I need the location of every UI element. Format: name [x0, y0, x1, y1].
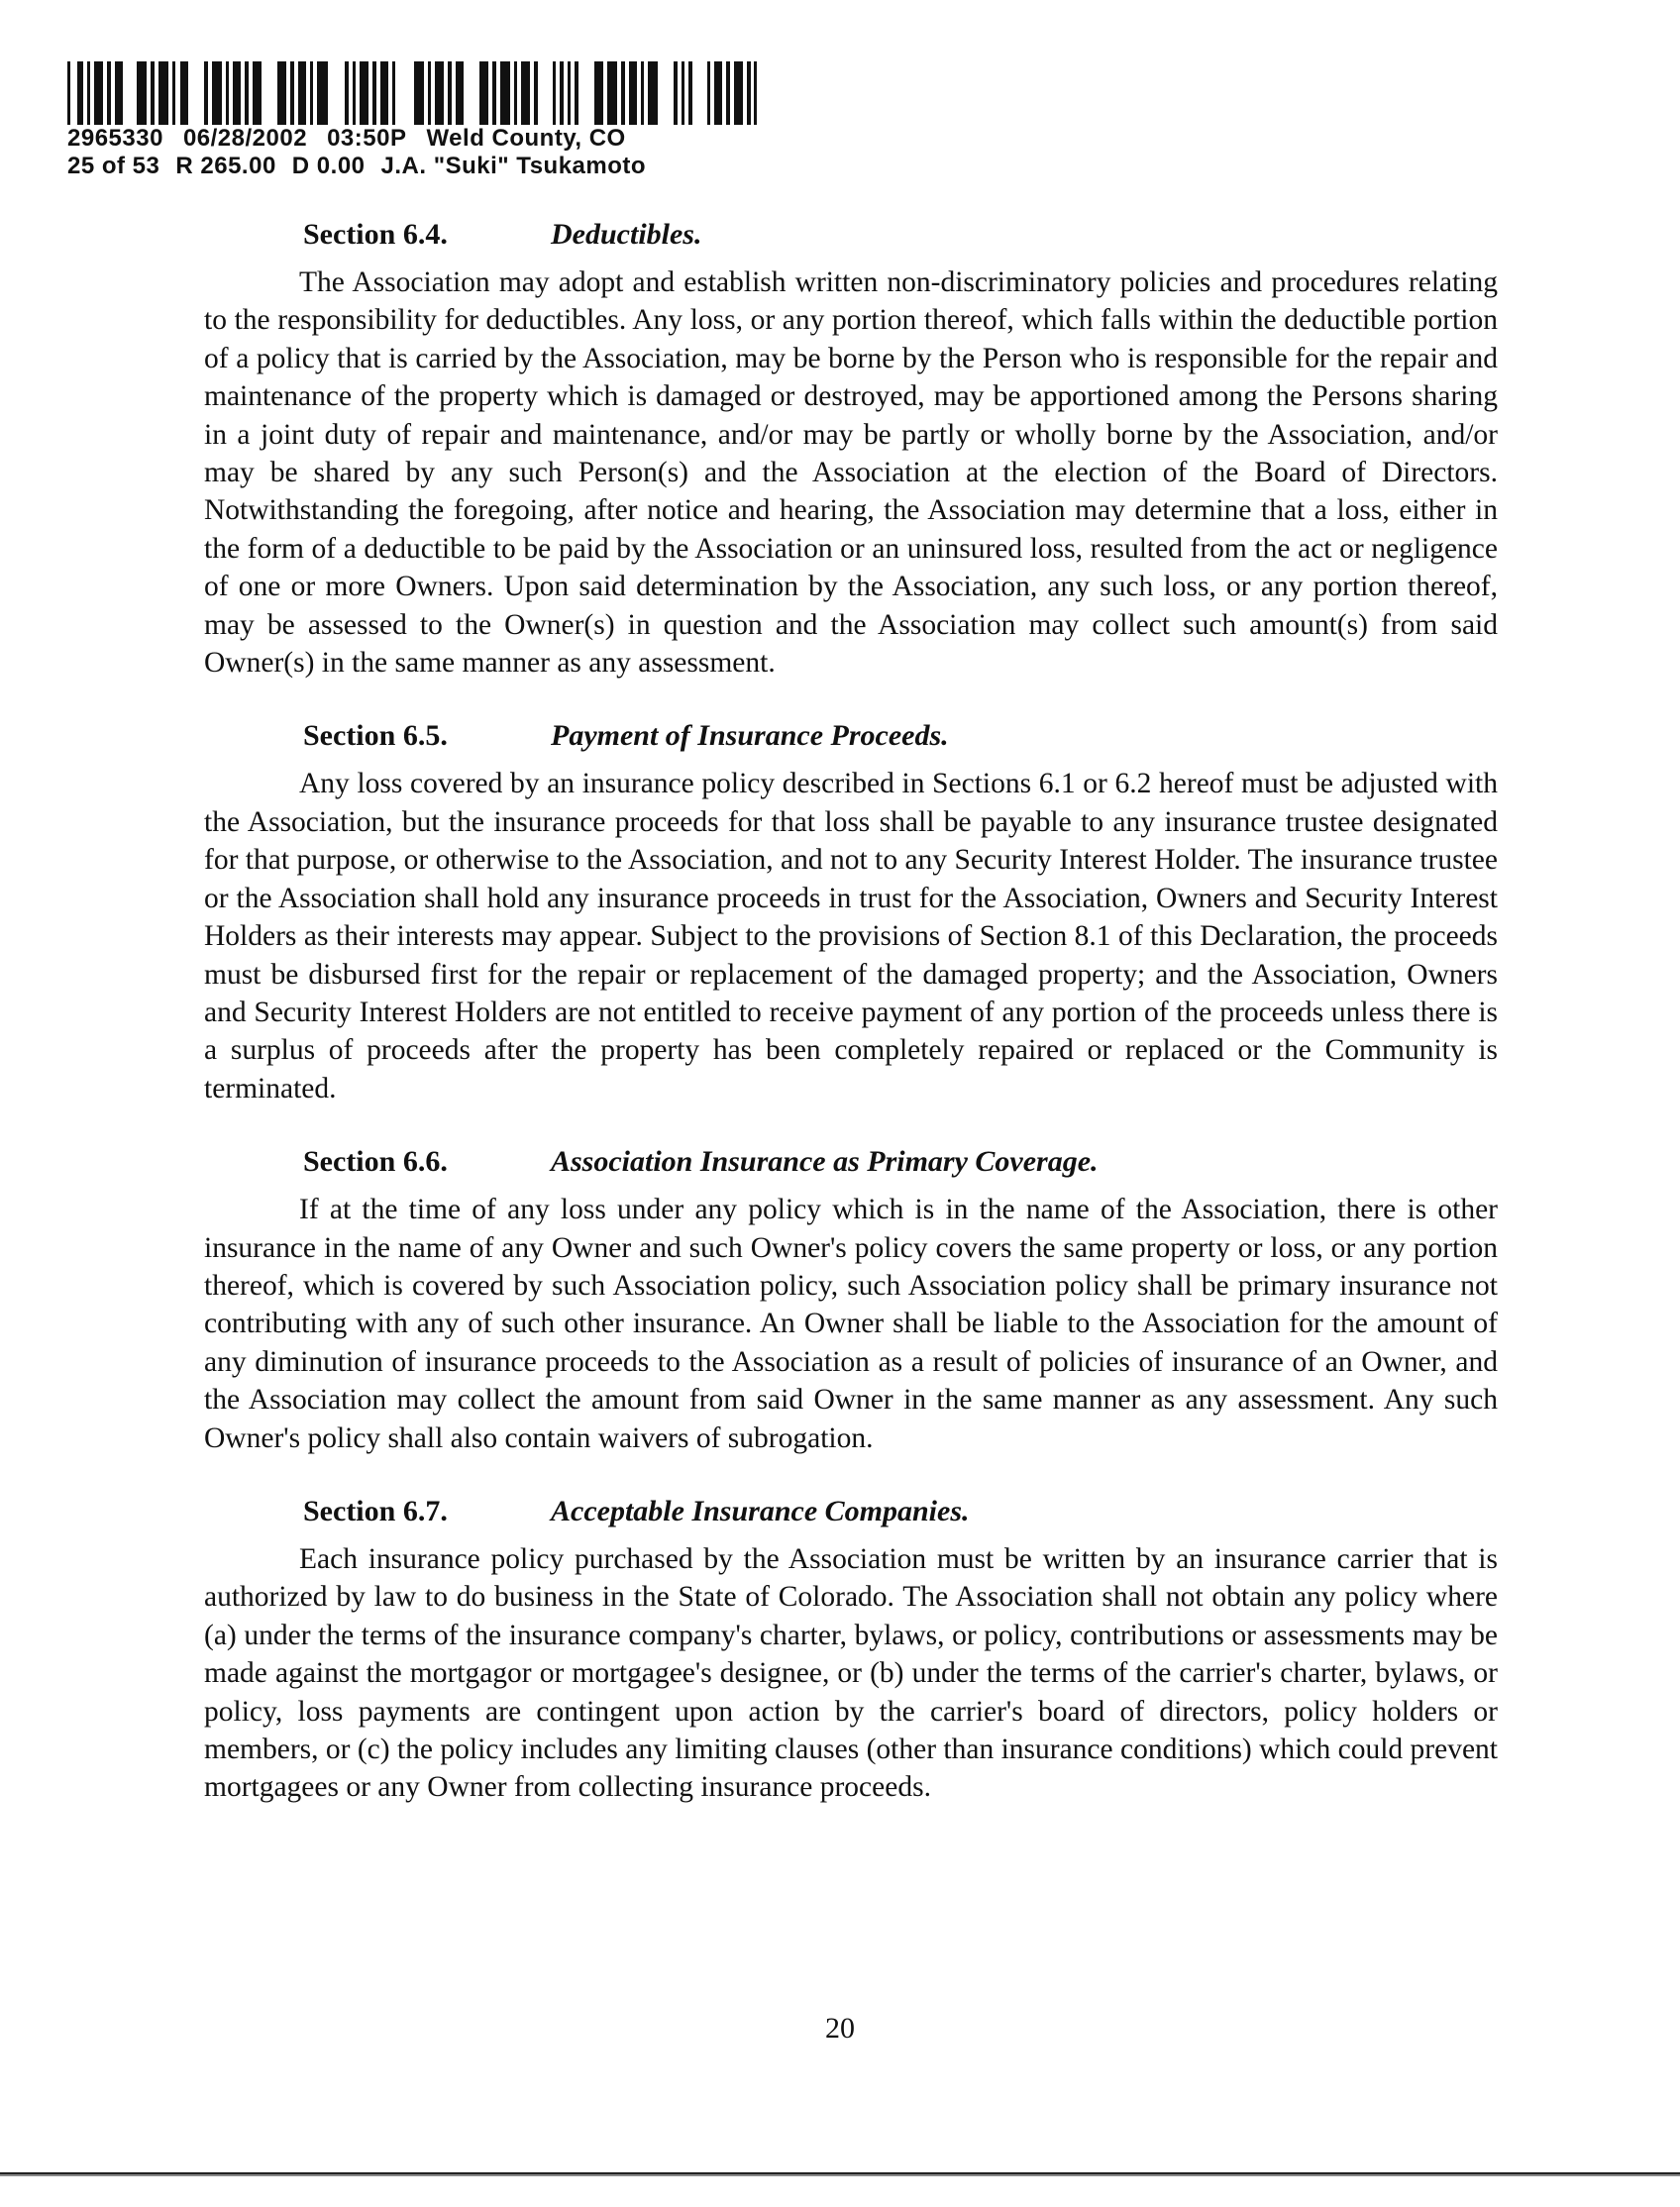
section-number: Section 6.6. — [303, 1145, 448, 1179]
document-body — [204, 216, 1498, 1842]
section-title: Deductibles. — [551, 218, 702, 251]
page-count: 25 of 53 — [67, 153, 160, 179]
recording-stamp — [67, 125, 646, 180]
recording-line-2 — [67, 153, 646, 180]
recording-fee: R 265.00 — [175, 153, 276, 179]
section-6-4 — [204, 216, 1498, 682]
section-paragraph: The Association may adopt and establish written non-discriminatory policies and procedures relating to the responsibility for deductibles. Any loss, or any portion thereof, which falls within the deductible portion of a policy that is carried by the Association, may be borne by the Person who is responsible for the repair and maintenance of the property which is damaged or destroyed, may be apportioned among the Persons sharing in a joint duty of repair and maintenance, and/or may be partly or wholly borne by the Association, and/or may be shared by any such Person(s) and the Association at the election of the Board of Directors. Notwithstanding the foregoing, after notice and hearing, the Association may determine that a loss, either in the form of a deductible to be paid by the Association or an uninsured loss, resulted from the act or negligence of one or more Owners. Upon said determination by the Association, any such loss, or any portion thereof, may be assessed to the Owner(s) in question and the Association may collect such amount(s) from said Owner(s) in the same manner as any assessment. — [204, 266, 1498, 680]
section-6-5 — [204, 717, 1498, 1107]
page-number: 20 — [825, 2012, 855, 2045]
reception-number: 2965330 — [67, 125, 163, 152]
documentary-fee: D 0.00 — [291, 153, 366, 179]
recording-time: 03:50P — [327, 125, 407, 152]
section-number: Section 6.5. — [303, 719, 448, 753]
section-paragraph: Each insurance policy purchased by the Association must be written by an insurance carrier that is authorized by law to do business in the State of Colorado. The Association shall not obtain any policy where (a) under the terms of the insurance company's charter, bylaws, or policy, contributions or assessments may be made against the mortgagor or mortgagee's designee, or (b) under the terms of the carrier's charter, bylaws, or policy, loss payments are contingent upon action by the carrier's board of directors, policy holders or members, or (c) the policy includes any limiting clauses (other than insurance conditions) which could prevent mortgagees or any Owner from collecting insurance proceeds. — [204, 1542, 1498, 1804]
recording-line-1 — [67, 125, 646, 153]
section-title: Payment of Insurance Proceeds. — [551, 719, 949, 753]
section-number: Section 6.4. — [303, 218, 448, 251]
recording-date: 06/28/2002 — [182, 125, 308, 152]
section-6-7 — [204, 1493, 1498, 1807]
section-heading — [303, 216, 1498, 254]
section-title: Association Insurance as Primary Coverage. — [551, 1145, 1099, 1179]
recording-barcode — [67, 61, 757, 125]
section-heading — [303, 717, 1498, 755]
section-heading — [303, 1143, 1498, 1181]
recording-county: Weld County, CO — [426, 125, 626, 152]
section-number: Section 6.7. — [303, 1494, 448, 1527]
section-title: Acceptable Insurance Companies. — [551, 1494, 970, 1527]
bottom-rule — [0, 2172, 1680, 2176]
section-heading — [303, 1493, 1498, 1530]
section-paragraph: If at the time of any loss under any policy which is in the name of the Association, there is other insurance in the name of any Owner and such Owner's policy covers the same property or loss, or any portion thereof, which is covered by such Association policy, such Association policy shall be primary insurance not contributing with any of such other insurance. An Owner shall be liable to the Association for the amount of any diminution of insurance proceeds to the Association as a result of policies of insurance of an Owner, and the Association may collect the amount from said Owner in the same manner as any assessment. Any such Owner's policy shall also contain waivers of subrogation. — [204, 1194, 1498, 1454]
clerk-name: J.A. "Suki" Tsukamoto — [380, 153, 647, 179]
section-6-6 — [204, 1143, 1498, 1457]
section-paragraph: Any loss covered by an insurance policy described in Sections 6.1 or 6.2 hereof must be adjusted with the Association, but the insurance proceeds for that loss shall be payable to any insurance trustee designated for that purpose, or otherwise to the Association, and not to any Security Interest Holder. The insurance trustee or the Association shall hold any insurance proceeds in trust for the Association, Owners and Security Interest Holders as their interests may appear. Subject to the provisions of Section 8.1 of this Declaration, the proceeds must be disbursed first for the repair or replacement of the damaged property; and the Association, Owners and Security Interest Holders are not entitled to receive payment of any portion of the proceeds unless there is a surplus of proceeds after the property has been completely repaired or replaced or the Community is terminated. — [204, 768, 1498, 1104]
